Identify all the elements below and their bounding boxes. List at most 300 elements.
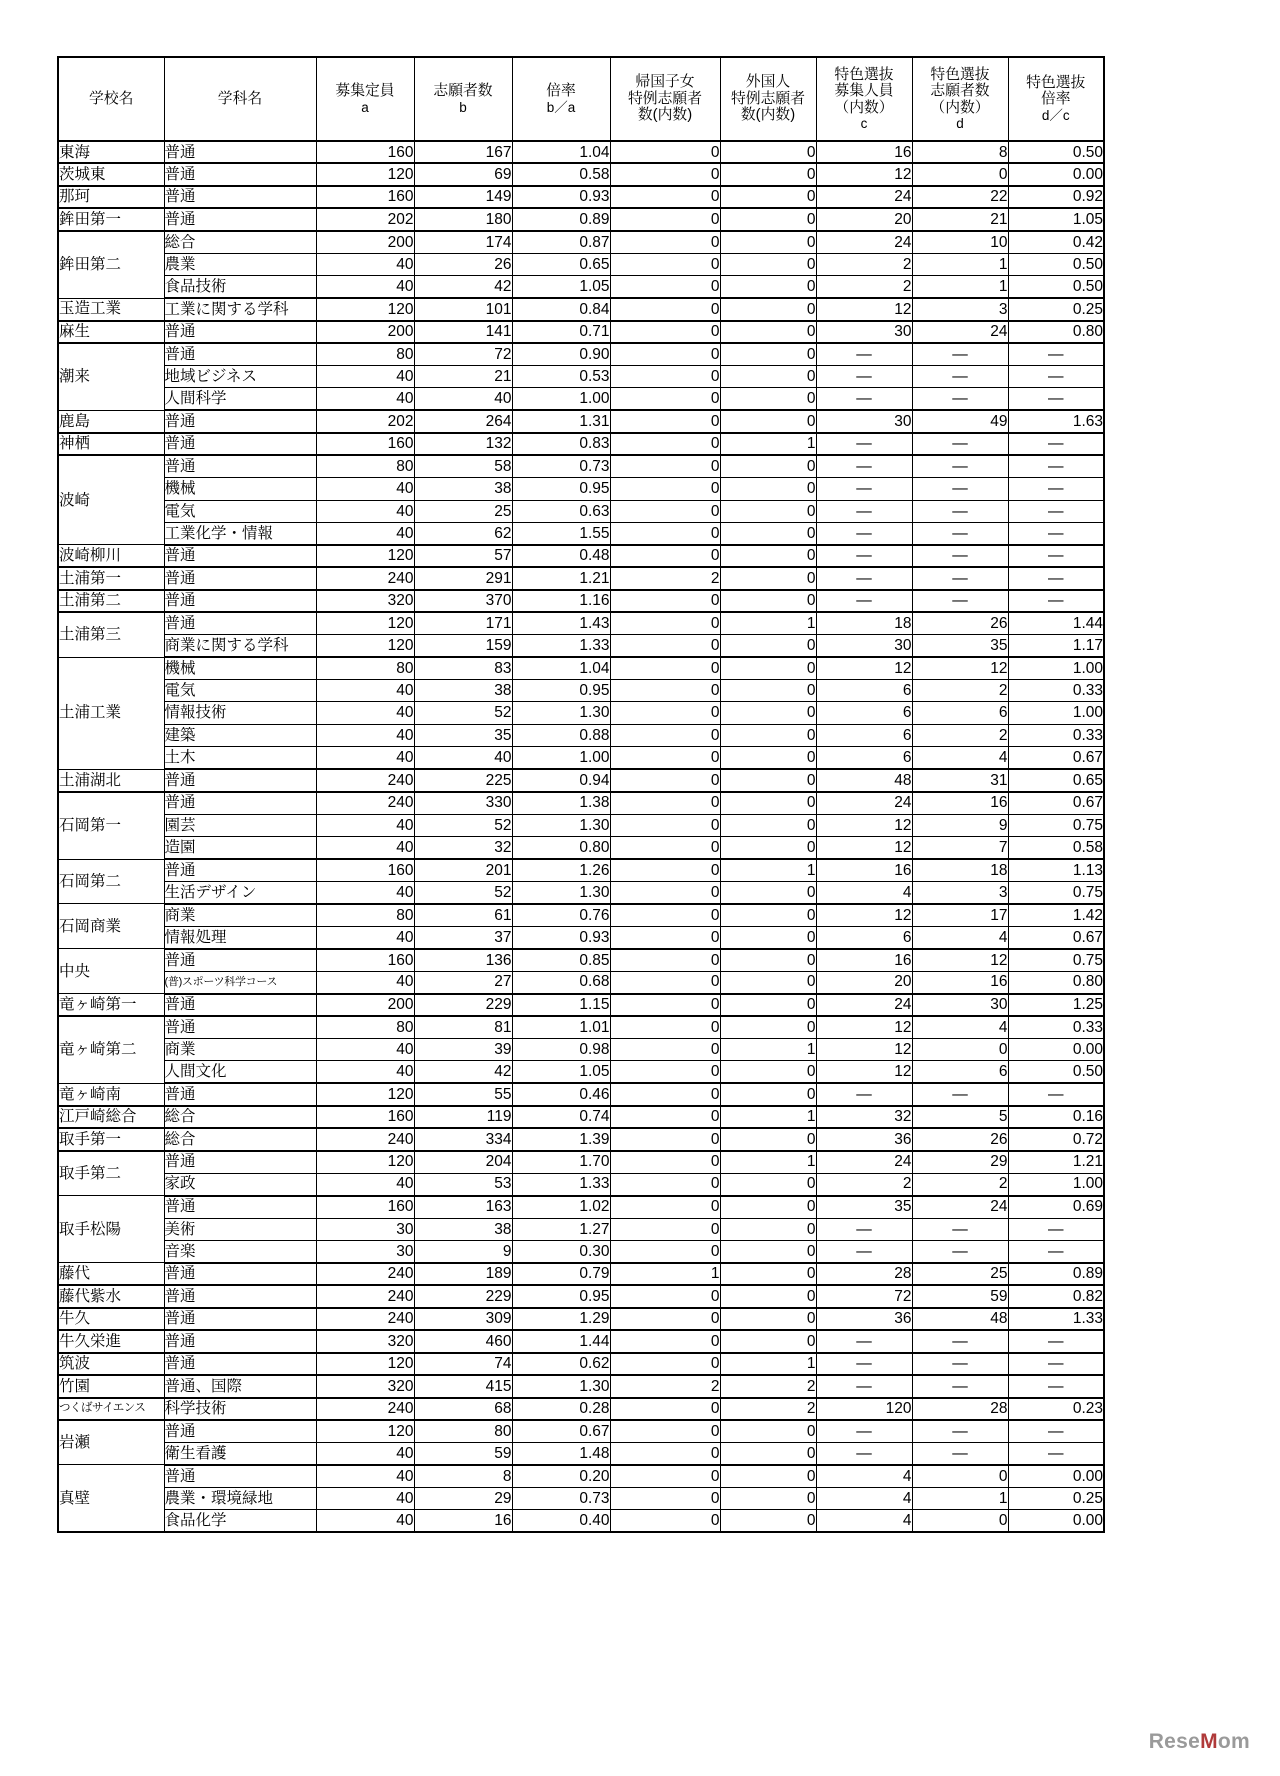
cell-special-ratio: — [1008, 343, 1104, 365]
cell-foreign-applicants: 0 [720, 208, 816, 230]
cell-capacity: 80 [316, 657, 414, 679]
cell-returnee-applicants: 0 [610, 365, 720, 387]
cell-special-applicants: — [912, 1240, 1008, 1262]
cell-course-name: 情報処理 [164, 926, 316, 948]
cell-special-capacity: 12 [816, 904, 912, 926]
cell-special-capacity: 2 [816, 1173, 912, 1195]
header-special-app-line3: （内数） [930, 99, 990, 116]
cell-special-applicants: 2 [912, 1173, 1008, 1195]
cell-foreign-applicants: 0 [720, 253, 816, 275]
cell-special-ratio: — [1008, 567, 1104, 589]
cell-ratio: 0.79 [512, 1263, 610, 1285]
cell-special-applicants: 9 [912, 814, 1008, 836]
header-applicants [414, 57, 512, 141]
cell-special-applicants: — [912, 590, 1008, 612]
cell-school-name: 土浦第三 [58, 612, 164, 657]
table-row [58, 231, 1104, 253]
cell-course-name: 総合 [164, 1128, 316, 1150]
cell-returnee-applicants: 0 [610, 1240, 720, 1262]
cell-returnee-applicants: 0 [610, 949, 720, 971]
header-special-app-sub: d [956, 116, 964, 132]
cell-course-name: 人間科学 [164, 388, 316, 410]
cell-special-ratio: 0.75 [1008, 814, 1104, 836]
cell-special-applicants: — [912, 1353, 1008, 1375]
cell-special-capacity: 16 [816, 141, 912, 163]
cell-special-capacity: — [816, 1083, 912, 1105]
cell-special-ratio: — [1008, 1330, 1104, 1352]
cell-ratio: 1.30 [512, 1375, 610, 1397]
cell-returnee-applicants: 0 [610, 1465, 720, 1487]
cell-ratio: 1.00 [512, 388, 610, 410]
table-row [58, 881, 1104, 903]
cell-applicants: 180 [414, 208, 512, 230]
cell-special-applicants: 17 [912, 904, 1008, 926]
header-ratio-label: 倍率 [546, 83, 576, 100]
cell-capacity: 200 [316, 231, 414, 253]
cell-foreign-applicants: 0 [720, 455, 816, 477]
cell-applicants: 141 [414, 321, 512, 343]
cell-special-capacity: 30 [816, 635, 912, 657]
cell-returnee-applicants: 0 [610, 343, 720, 365]
cell-school-name: 鹿島 [58, 410, 164, 432]
cell-applicants: 37 [414, 926, 512, 948]
cell-special-applicants: 1 [912, 253, 1008, 275]
cell-capacity: 240 [316, 1128, 414, 1150]
cell-ratio: 0.20 [512, 1465, 610, 1487]
cell-special-applicants: 48 [912, 1308, 1008, 1330]
header-ratio-sub: b／a [546, 99, 576, 115]
cell-foreign-applicants: 0 [720, 141, 816, 163]
cell-ratio: 1.04 [512, 657, 610, 679]
cell-ratio: 0.48 [512, 545, 610, 567]
cell-special-applicants: 16 [912, 971, 1008, 993]
cell-applicants: 53 [414, 1173, 512, 1195]
cell-course-name: 農業・環境緑地 [164, 1487, 316, 1509]
cell-special-capacity: 36 [816, 1128, 912, 1150]
cell-course-name: 建築 [164, 724, 316, 746]
table-row [58, 1061, 1104, 1083]
cell-special-ratio: — [1008, 1218, 1104, 1240]
cell-returnee-applicants: 0 [610, 1173, 720, 1195]
cell-special-capacity: — [816, 365, 912, 387]
table-row [58, 545, 1104, 567]
cell-capacity: 320 [316, 1375, 414, 1397]
cell-foreign-applicants: 0 [720, 769, 816, 791]
header-special-app-line1: 特色選抜 [930, 66, 990, 83]
cell-ratio: 0.98 [512, 1039, 610, 1061]
cell-special-applicants: 16 [912, 792, 1008, 814]
cell-foreign-applicants: 0 [720, 410, 816, 432]
cell-special-ratio: — [1008, 1240, 1104, 1262]
cell-special-capacity: — [816, 1330, 912, 1352]
cell-special-capacity: 24 [816, 994, 912, 1016]
cell-special-ratio: 1.00 [1008, 657, 1104, 679]
cell-course-name: 普通、国際 [164, 1375, 316, 1397]
cell-course-name: 普通 [164, 321, 316, 343]
table-row [58, 1196, 1104, 1218]
cell-ratio: 1.30 [512, 814, 610, 836]
cell-foreign-applicants: 0 [720, 635, 816, 657]
cell-school-name: 玉造工業 [58, 298, 164, 320]
cell-special-ratio: — [1008, 365, 1104, 387]
table-row [58, 455, 1104, 477]
table-row [58, 837, 1104, 859]
table-row [58, 702, 1104, 724]
cell-special-ratio: 1.13 [1008, 859, 1104, 881]
cell-ratio: 0.46 [512, 1083, 610, 1105]
cell-ratio: 0.76 [512, 904, 610, 926]
cell-applicants: 74 [414, 1353, 512, 1375]
cell-special-capacity: 2 [816, 253, 912, 275]
cell-returnee-applicants: 0 [610, 1061, 720, 1083]
table-row [58, 365, 1104, 387]
cell-ratio: 1.31 [512, 410, 610, 432]
cell-capacity: 40 [316, 926, 414, 948]
cell-capacity: 240 [316, 567, 414, 589]
cell-course-name: 情報技術 [164, 702, 316, 724]
cell-returnee-applicants: 0 [610, 253, 720, 275]
header-capacity-label: 募集定員 [335, 83, 395, 100]
cell-returnee-applicants: 0 [610, 298, 720, 320]
cell-school-name: 竜ヶ崎南 [58, 1083, 164, 1105]
cell-school-name: 土浦湖北 [58, 769, 164, 791]
cell-foreign-applicants: 1 [720, 859, 816, 881]
cell-returnee-applicants: 0 [610, 1016, 720, 1038]
cell-school-name: 潮来 [58, 343, 164, 410]
cell-special-applicants: 4 [912, 926, 1008, 948]
cell-returnee-applicants: 0 [610, 433, 720, 455]
cell-applicants: 59 [414, 1442, 512, 1464]
cell-school-name: 石岡商業 [58, 904, 164, 949]
table-row [58, 410, 1104, 432]
cell-ratio: 0.30 [512, 1240, 610, 1262]
cell-foreign-applicants: 0 [720, 1510, 816, 1532]
header-course-name-label: 学科名 [217, 90, 263, 107]
cell-foreign-applicants: 0 [720, 1196, 816, 1218]
cell-returnee-applicants: 0 [610, 1398, 720, 1420]
cell-ratio: 0.84 [512, 298, 610, 320]
cell-course-name: 工業化学・情報 [164, 522, 316, 544]
cell-special-applicants: — [912, 478, 1008, 500]
cell-returnee-applicants: 0 [610, 612, 720, 634]
cell-capacity: 240 [316, 769, 414, 791]
cell-course-name: 普通 [164, 1308, 316, 1330]
cell-applicants: 101 [414, 298, 512, 320]
cell-course-name: 普通 [164, 186, 316, 208]
cell-applicants: 61 [414, 904, 512, 926]
cell-special-ratio: 0.75 [1008, 949, 1104, 971]
cell-school-name: 中央 [58, 949, 164, 994]
table-row [58, 792, 1104, 814]
cell-school-name: 牛久栄進 [58, 1330, 164, 1352]
cell-special-ratio: — [1008, 500, 1104, 522]
cell-special-applicants: 25 [912, 1263, 1008, 1285]
cell-course-name: 電気 [164, 500, 316, 522]
cell-school-name: 東海 [58, 141, 164, 163]
cell-special-capacity: — [816, 590, 912, 612]
cell-course-name: 土木 [164, 747, 316, 769]
cell-applicants: 52 [414, 881, 512, 903]
cell-special-applicants: 29 [912, 1151, 1008, 1173]
cell-special-capacity: — [816, 455, 912, 477]
cell-applicants: 204 [414, 1151, 512, 1173]
cell-applicants: 149 [414, 186, 512, 208]
header-capacity-sub: a [361, 99, 369, 115]
cell-course-name: 食品技術 [164, 276, 316, 298]
cell-school-name: 竜ヶ崎第二 [58, 1016, 164, 1083]
cell-school-name: 土浦工業 [58, 657, 164, 769]
cell-ratio: 0.62 [512, 1353, 610, 1375]
table-row [58, 1398, 1104, 1420]
cell-applicants: 81 [414, 1016, 512, 1038]
cell-ratio: 0.94 [512, 769, 610, 791]
cell-foreign-applicants: 0 [720, 1173, 816, 1195]
cell-special-applicants: — [912, 433, 1008, 455]
cell-foreign-applicants: 0 [720, 926, 816, 948]
cell-ratio: 1.02 [512, 1196, 610, 1218]
table-row [58, 926, 1104, 948]
cell-applicants: 229 [414, 994, 512, 1016]
cell-special-applicants: 1 [912, 276, 1008, 298]
cell-returnee-applicants: 0 [610, 590, 720, 612]
header-returnee-line1: 帰国子女 [635, 74, 695, 91]
cell-special-applicants: — [912, 522, 1008, 544]
cell-course-name: 美術 [164, 1218, 316, 1240]
cell-ratio: 1.15 [512, 994, 610, 1016]
cell-foreign-applicants: 0 [720, 522, 816, 544]
cell-returnee-applicants: 0 [610, 837, 720, 859]
cell-applicants: 229 [414, 1285, 512, 1307]
cell-ratio: 1.21 [512, 567, 610, 589]
table-row [58, 1353, 1104, 1375]
cell-ratio: 0.73 [512, 455, 610, 477]
table-row [58, 1487, 1104, 1509]
cell-capacity: 160 [316, 1196, 414, 1218]
cell-ratio: 1.70 [512, 1151, 610, 1173]
cell-special-capacity: 16 [816, 949, 912, 971]
cell-capacity: 40 [316, 1487, 414, 1509]
cell-ratio: 0.88 [512, 724, 610, 746]
cell-special-applicants: — [912, 1420, 1008, 1442]
cell-foreign-applicants: 1 [720, 433, 816, 455]
cell-capacity: 160 [316, 859, 414, 881]
cell-special-capacity: — [816, 567, 912, 589]
cell-special-capacity: 12 [816, 163, 912, 185]
cell-school-name: 藤代 [58, 1263, 164, 1285]
cell-applicants: 27 [414, 971, 512, 993]
cell-returnee-applicants: 0 [610, 545, 720, 567]
cell-capacity: 40 [316, 365, 414, 387]
table-row [58, 478, 1104, 500]
cell-foreign-applicants: 0 [720, 1465, 816, 1487]
cell-foreign-applicants: 0 [720, 1263, 816, 1285]
cell-special-ratio: 0.67 [1008, 747, 1104, 769]
cell-course-name: 電気 [164, 680, 316, 702]
cell-applicants: 132 [414, 433, 512, 455]
cell-ratio: 0.28 [512, 1398, 610, 1420]
cell-foreign-applicants: 0 [720, 680, 816, 702]
cell-ratio: 1.33 [512, 635, 610, 657]
cell-special-ratio: 0.89 [1008, 1263, 1104, 1285]
cell-special-ratio: — [1008, 590, 1104, 612]
cell-ratio: 0.65 [512, 253, 610, 275]
cell-course-name: 普通 [164, 590, 316, 612]
cell-applicants: 39 [414, 1039, 512, 1061]
cell-ratio: 0.89 [512, 208, 610, 230]
table-row [58, 1442, 1104, 1464]
cell-special-applicants: 18 [912, 859, 1008, 881]
cell-capacity: 40 [316, 702, 414, 724]
cell-applicants: 40 [414, 388, 512, 410]
cell-special-ratio: 1.25 [1008, 994, 1104, 1016]
table-row [58, 635, 1104, 657]
header-returnee-line2: 特例志願者 [628, 90, 702, 107]
cell-ratio: 1.55 [512, 522, 610, 544]
cell-special-capacity: 2 [816, 276, 912, 298]
cell-applicants: 42 [414, 276, 512, 298]
cell-foreign-applicants: 0 [720, 478, 816, 500]
cell-special-ratio: 0.92 [1008, 186, 1104, 208]
table-row [58, 949, 1104, 971]
cell-foreign-applicants: 0 [720, 298, 816, 320]
cell-capacity: 160 [316, 141, 414, 163]
header-special-app-line2: 志願者数 [930, 83, 990, 100]
cell-returnee-applicants: 0 [610, 1196, 720, 1218]
cell-applicants: 69 [414, 163, 512, 185]
cell-capacity: 40 [316, 971, 414, 993]
cell-foreign-applicants: 0 [720, 1330, 816, 1352]
cell-foreign-applicants: 1 [720, 1039, 816, 1061]
header-special-ratio-line2: 倍率 [1040, 91, 1071, 108]
cell-returnee-applicants: 0 [610, 724, 720, 746]
cell-returnee-applicants: 2 [610, 1375, 720, 1397]
cell-ratio: 0.85 [512, 949, 610, 971]
cell-returnee-applicants: 0 [610, 1128, 720, 1150]
cell-special-capacity: 24 [816, 792, 912, 814]
cell-course-name: (普)スポーツ科学コース [164, 971, 316, 993]
header-special-capacity [816, 57, 912, 141]
cell-special-capacity: 28 [816, 1263, 912, 1285]
cell-special-applicants: 31 [912, 769, 1008, 791]
cell-special-ratio: 0.16 [1008, 1106, 1104, 1128]
header-applicants-label: 志願者数 [433, 83, 493, 100]
cell-capacity: 40 [316, 500, 414, 522]
cell-course-name: 科学技術 [164, 1398, 316, 1420]
cell-special-capacity: 18 [816, 612, 912, 634]
header-row [58, 57, 1104, 141]
cell-foreign-applicants: 0 [720, 500, 816, 522]
cell-returnee-applicants: 0 [610, 455, 720, 477]
cell-applicants: 330 [414, 792, 512, 814]
cell-foreign-applicants: 0 [720, 276, 816, 298]
cell-applicants: 16 [414, 1510, 512, 1532]
cell-foreign-applicants: 0 [720, 1487, 816, 1509]
cell-course-name: 食品化学 [164, 1510, 316, 1532]
cell-special-capacity: — [816, 388, 912, 410]
cell-ratio: 1.33 [512, 1173, 610, 1195]
table-row [58, 1173, 1104, 1195]
cell-applicants: 309 [414, 1308, 512, 1330]
cell-special-ratio: 0.25 [1008, 1487, 1104, 1509]
cell-returnee-applicants: 0 [610, 163, 720, 185]
table-row [58, 1106, 1104, 1128]
cell-special-applicants: — [912, 567, 1008, 589]
cell-applicants: 171 [414, 612, 512, 634]
cell-returnee-applicants: 0 [610, 1308, 720, 1330]
table-row [58, 1375, 1104, 1397]
cell-special-ratio: 1.17 [1008, 635, 1104, 657]
cell-capacity: 40 [316, 1510, 414, 1532]
cell-course-name: 普通 [164, 1016, 316, 1038]
cell-special-capacity: 20 [816, 971, 912, 993]
cell-special-capacity: 24 [816, 186, 912, 208]
cell-returnee-applicants: 0 [610, 657, 720, 679]
cell-special-ratio: 0.00 [1008, 1465, 1104, 1487]
cell-foreign-applicants: 0 [720, 388, 816, 410]
cell-special-applicants: 24 [912, 321, 1008, 343]
cell-special-capacity: — [816, 1375, 912, 1397]
cell-returnee-applicants: 0 [610, 1442, 720, 1464]
cell-special-capacity: 12 [816, 1061, 912, 1083]
cell-capacity: 320 [316, 1330, 414, 1352]
cell-special-ratio: 0.75 [1008, 881, 1104, 903]
cell-returnee-applicants: 0 [610, 859, 720, 881]
cell-capacity: 40 [316, 724, 414, 746]
table-body [58, 141, 1104, 1532]
cell-foreign-applicants: 0 [720, 321, 816, 343]
cell-foreign-applicants: 0 [720, 1285, 816, 1307]
cell-foreign-applicants: 0 [720, 657, 816, 679]
cell-foreign-applicants: 0 [720, 904, 816, 926]
table-row [58, 298, 1104, 320]
cell-returnee-applicants: 0 [610, 792, 720, 814]
cell-ratio: 0.74 [512, 1106, 610, 1128]
cell-special-applicants: — [912, 1218, 1008, 1240]
cell-capacity: 40 [316, 478, 414, 500]
cell-special-capacity: 4 [816, 881, 912, 903]
cell-capacity: 240 [316, 1285, 414, 1307]
cell-school-name: 石岡第一 [58, 792, 164, 859]
cell-special-applicants: — [912, 1330, 1008, 1352]
cell-course-name: 普通 [164, 1353, 316, 1375]
cell-special-ratio: 0.00 [1008, 163, 1104, 185]
cell-applicants: 35 [414, 724, 512, 746]
cell-school-name: 竜ヶ崎第一 [58, 994, 164, 1016]
cell-course-name: 普通 [164, 567, 316, 589]
cell-special-capacity: 12 [816, 837, 912, 859]
cell-returnee-applicants: 0 [610, 769, 720, 791]
cell-special-ratio: 0.00 [1008, 1039, 1104, 1061]
cell-foreign-applicants: 2 [720, 1398, 816, 1420]
cell-foreign-applicants: 0 [720, 747, 816, 769]
cell-special-ratio: — [1008, 1083, 1104, 1105]
cell-applicants: 38 [414, 478, 512, 500]
cell-special-applicants: — [912, 343, 1008, 365]
cell-special-applicants: — [912, 455, 1008, 477]
cell-special-applicants: 1 [912, 1487, 1008, 1509]
cell-ratio: 0.73 [512, 1487, 610, 1509]
cell-special-applicants: — [912, 1442, 1008, 1464]
cell-capacity: 160 [316, 1106, 414, 1128]
cell-course-name: 普通 [164, 208, 316, 230]
cell-capacity: 40 [316, 388, 414, 410]
header-special-applicants [912, 57, 1008, 141]
cell-applicants: 264 [414, 410, 512, 432]
cell-special-ratio: 0.50 [1008, 1061, 1104, 1083]
cell-ratio: 0.67 [512, 1420, 610, 1442]
cell-special-capacity: — [816, 522, 912, 544]
cell-returnee-applicants: 0 [610, 231, 720, 253]
